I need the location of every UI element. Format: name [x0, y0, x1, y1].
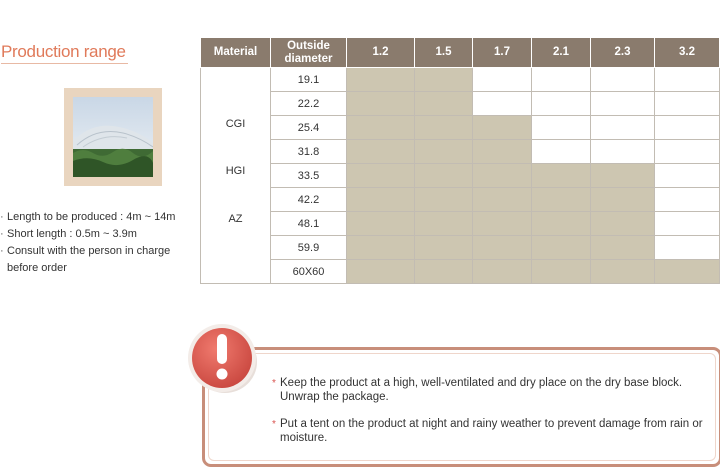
header-thickness: 1.5 — [415, 38, 473, 68]
table-row — [201, 212, 720, 236]
exclamation-icon — [183, 318, 263, 398]
notice-text — [272, 376, 716, 458]
table-row — [201, 188, 720, 212]
availability-cell — [473, 92, 532, 116]
availability-cell — [473, 116, 532, 140]
header-thickness: 2.3 — [591, 38, 655, 68]
production-range-table — [200, 38, 720, 284]
notice-item: * Keep the product at a high, well-ventilated and dry place on the dry base block. Unwrap the package. — [272, 377, 683, 403]
availability-cell — [347, 68, 415, 92]
table-row — [201, 164, 720, 188]
greenhouse-photo — [73, 97, 153, 177]
production-notes — [0, 209, 200, 277]
availability-cell — [473, 212, 532, 236]
header-outside-diameter: Outside diameter — [271, 38, 347, 68]
note-consult-cont: before order — [7, 262, 67, 274]
section-title: Production range — [1, 42, 126, 61]
availability-cell — [591, 212, 655, 236]
note-short-length: · Short length : 0.5m ~ 3.9m — [0, 226, 200, 243]
availability-cell — [532, 164, 591, 188]
availability-cell — [655, 92, 720, 116]
availability-cell — [591, 68, 655, 92]
availability-cell — [415, 68, 473, 92]
availability-cell — [655, 140, 720, 164]
availability-cell — [532, 236, 591, 260]
table-header-row — [201, 38, 720, 68]
availability-cell — [655, 236, 720, 260]
availability-cell — [347, 92, 415, 116]
header-thickness: 1.2 — [347, 38, 415, 68]
table-body — [201, 68, 720, 284]
availability-cell — [415, 260, 473, 284]
availability-cell — [347, 164, 415, 188]
availability-cell — [347, 188, 415, 212]
header-material: Material — [201, 38, 271, 68]
note-length: · Length to be produced : 4m ~ 14m — [0, 209, 200, 226]
diameter-cell: 22.2 — [271, 92, 347, 116]
asterisk-icon: * — [272, 419, 276, 430]
availability-cell — [347, 140, 415, 164]
availability-cell — [591, 260, 655, 284]
diameter-cell: 25.4 — [271, 116, 347, 140]
header-thickness: 2.1 — [532, 38, 591, 68]
product-photo-frame — [64, 88, 162, 186]
diameter-cell: 48.1 — [271, 212, 347, 236]
diameter-cell: 42.2 — [271, 188, 347, 212]
availability-cell — [532, 116, 591, 140]
availability-cell — [415, 164, 473, 188]
material-cgi: CGI — [225, 118, 246, 130]
notice-item: * Put a tent on the product at night and rainy weather to prevent damage from rain or moisture. — [272, 418, 703, 444]
availability-cell — [473, 68, 532, 92]
availability-cell — [473, 236, 532, 260]
diameter-cell: 59.9 — [271, 236, 347, 260]
diameter-cell: 19.1 — [271, 68, 347, 92]
note-consult: · Consult with the person in charge — [0, 243, 200, 260]
availability-cell — [347, 116, 415, 140]
table-row — [201, 68, 720, 92]
availability-cell — [347, 236, 415, 260]
diameter-cell: 60X60 — [271, 260, 347, 284]
header-thickness: 1.7 — [473, 38, 532, 68]
availability-cell — [532, 140, 591, 164]
availability-cell — [415, 92, 473, 116]
availability-cell — [415, 236, 473, 260]
availability-cell — [532, 68, 591, 92]
availability-cell — [532, 92, 591, 116]
availability-cell — [415, 188, 473, 212]
availability-cell — [591, 140, 655, 164]
availability-cell — [655, 260, 720, 284]
availability-cell — [415, 116, 473, 140]
availability-cell — [655, 188, 720, 212]
diameter-cell: 33.5 — [271, 164, 347, 188]
table-row — [201, 260, 720, 284]
material-az: AZ — [228, 213, 243, 225]
header-thickness: 3.2 — [655, 38, 720, 68]
table-row — [201, 116, 720, 140]
availability-cell — [532, 260, 591, 284]
material-cell — [201, 68, 271, 284]
availability-cell — [473, 188, 532, 212]
availability-cell — [591, 92, 655, 116]
availability-cell — [655, 164, 720, 188]
availability-cell — [473, 164, 532, 188]
availability-cell — [591, 116, 655, 140]
availability-cell — [655, 116, 720, 140]
diameter-cell: 31.8 — [271, 140, 347, 164]
availability-cell — [591, 164, 655, 188]
availability-cell — [415, 212, 473, 236]
availability-cell — [591, 236, 655, 260]
table-row — [201, 92, 720, 116]
availability-cell — [473, 140, 532, 164]
availability-cell — [532, 212, 591, 236]
table-row — [201, 236, 720, 260]
material-hgi: HGI — [225, 165, 246, 177]
table-row — [201, 140, 720, 164]
asterisk-icon: * — [272, 378, 276, 389]
availability-cell — [347, 212, 415, 236]
availability-cell — [473, 260, 532, 284]
availability-cell — [655, 212, 720, 236]
availability-cell — [347, 260, 415, 284]
availability-cell — [655, 68, 720, 92]
availability-cell — [532, 188, 591, 212]
availability-cell — [415, 140, 473, 164]
availability-cell — [591, 188, 655, 212]
